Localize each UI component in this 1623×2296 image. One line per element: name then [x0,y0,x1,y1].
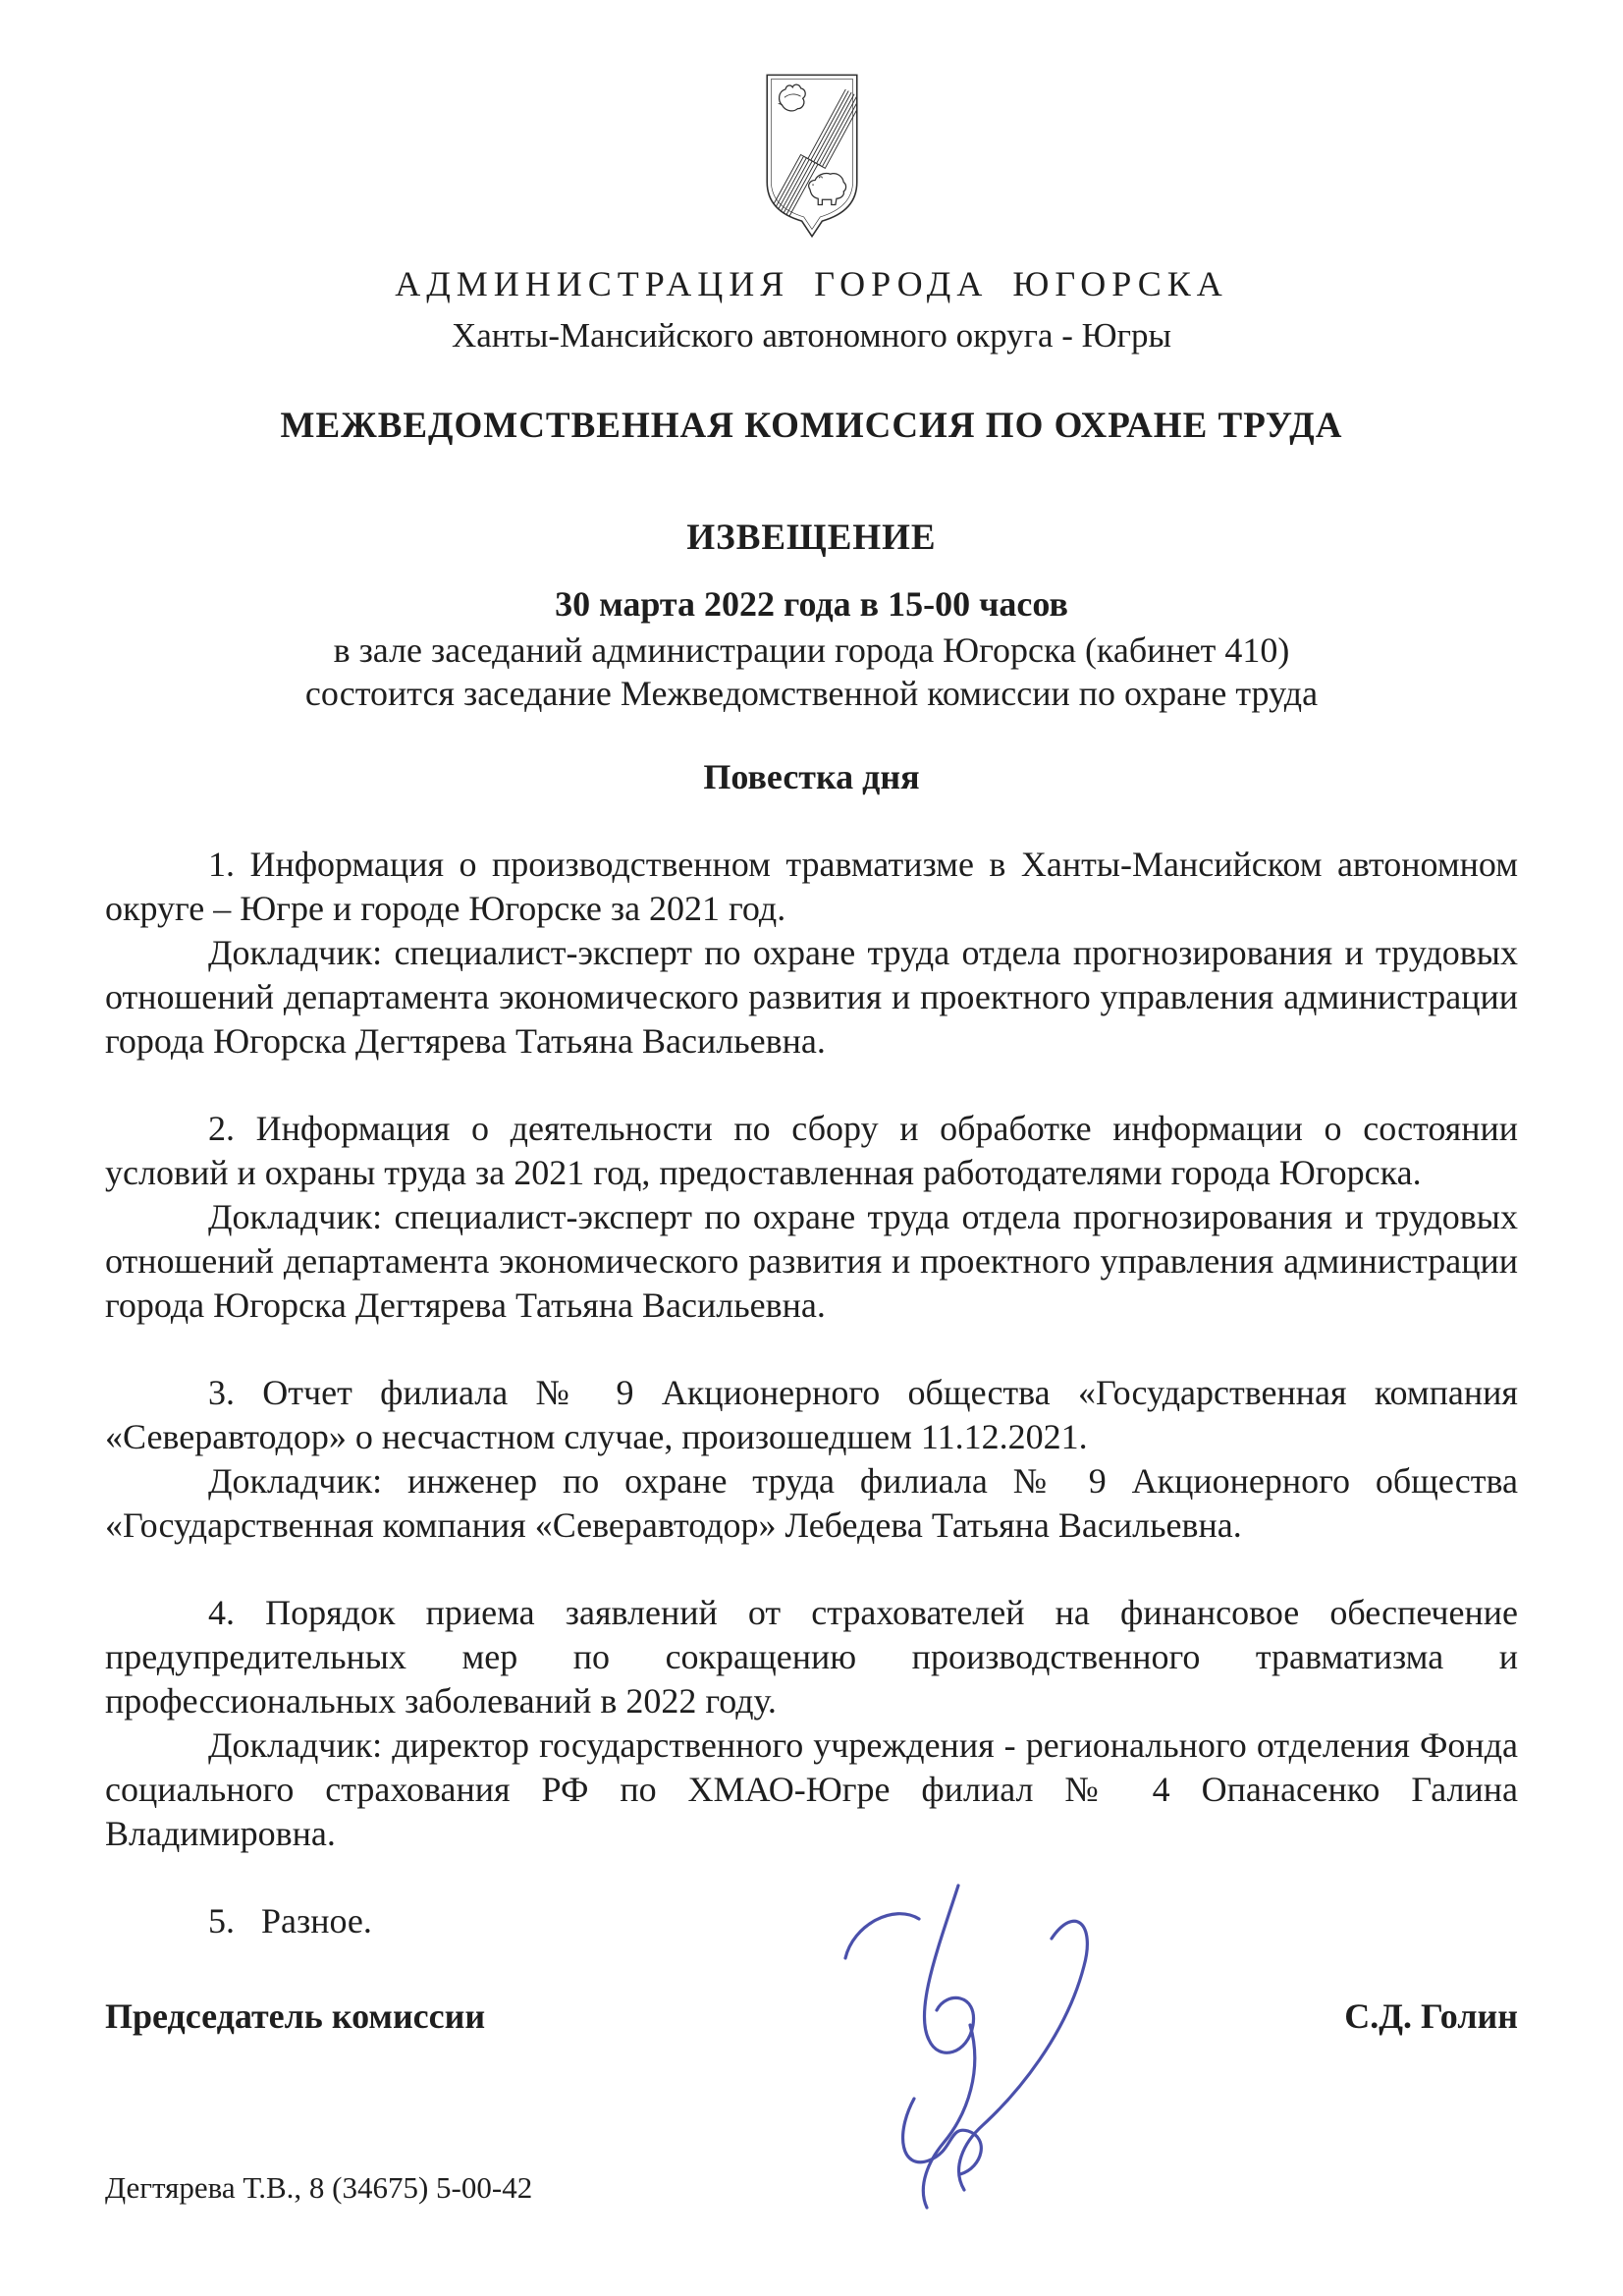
agenda-speaker: Докладчик: директор государственного учреждения - регионального отделения Фонда социального страхования РФ по ХМАО-Югре филиал № 4 Опанасенко Галина Владимировна. [105,1725,1518,1853]
agenda-speaker: Докладчик: инженер по охране труда филиала № 9 Акционерного общества «Государственная компания «Северавтодор» Лебедева Татьяна Васильевна. [105,1461,1518,1545]
footer-contact: Дегтярева Т.В., 8 (34675) 5-00-42 [105,2170,533,2205]
commission-title: МЕЖВЕДОМСТВЕННАЯ КОМИССИЯ ПО ОХРАНЕ ТРУДА [280,406,1343,446]
agenda-list [105,843,1518,1943]
org-region-subtitle: Ханты-Мансийского автономного округа - Югры [451,316,1172,355]
agenda-item-1 [105,843,1518,1064]
agenda-item-5 [105,1899,1518,1943]
agenda-item-4 [105,1591,1518,1856]
coat-of-arms-icon [761,71,863,240]
agenda-speaker: Докладчик: специалист-эксперт по охране труда отдела прогнозирования и трудовых отношений департамента экономического развития и проектного управления администрации города Югорска Дегтярева Татьяна Васильевна. [105,1197,1518,1325]
org-name-title: АДМИНИСТРАЦИЯ ГОРОДА ЮГОРСКА [395,264,1228,303]
notice-title: ИЗВЕЩЕНИЕ [686,518,937,558]
agenda-item-text: 4. Порядок приема заявлений от страхователей на финансовое обеспечение предупредительных мер по сокращению производственного травматизма и профессиональных заболеваний в 2022 году. [105,1593,1518,1721]
chairman-name: С.Д. Голин [1344,1996,1518,2036]
agenda-heading: Повестка дня [703,757,920,796]
agenda-item-text: 3. Отчет филиала № 9 Акционерного общества «Государственная компания «Северавтодор» о несчастном случае, произошедшем 11.12.2021. [105,1373,1518,1456]
agenda-item-text: 2. Информация о деятельности по сбору и обработке информации о состоянии условий и охраны труда за 2021 год, предоставленная работодателями города Югорска. [105,1109,1518,1192]
chairman-label: Председатель комиссии [105,1996,486,2036]
agenda-item-text: 5. Разное. [208,1901,372,1941]
agenda-item-text: 1. Информация о производственном травматизме в Ханты-Мансийском автономном округе – Югре и городе Югорске за 2021 год. [105,845,1518,928]
signature-row [105,1995,1518,2039]
coat-of-arms-svg [761,71,863,240]
meeting-datetime: 30 марта 2022 года в 15-00 часов [555,584,1068,624]
agenda-item-2 [105,1107,1518,1328]
agenda-item-3 [105,1371,1518,1548]
meeting-venue: в зале заседаний администрации города Югорска (кабинет 410) [333,630,1290,670]
agenda-speaker: Докладчик: специалист-эксперт по охране труда отдела прогнозирования и трудовых отношений департамента экономического развития и проектного управления администрации города Югорска Дегтярева Татьяна Васильевна. [105,933,1518,1061]
meeting-event: состоится заседание Межведомственной комиссии по охране труда [304,674,1319,713]
